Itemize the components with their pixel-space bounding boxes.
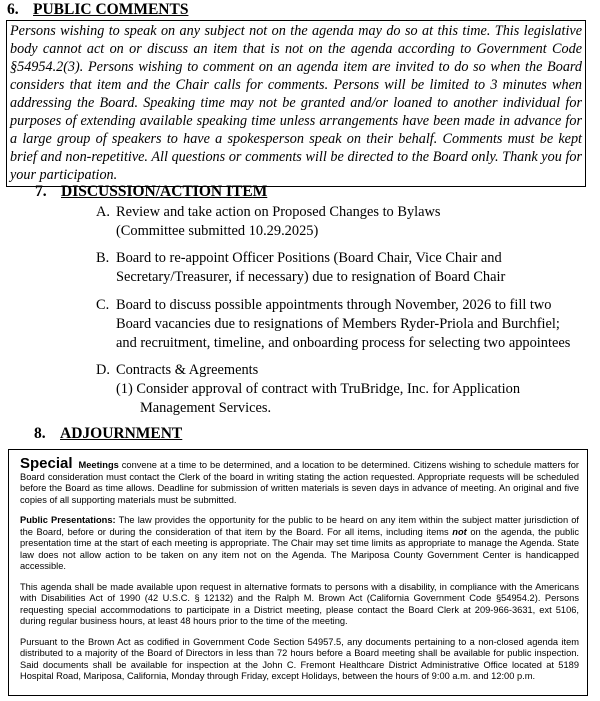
presentations-text: The law provides the opportunity for the public to be heard on any item within the subject matter jurisdiction of the Board, before or during the consideration of that item by the Board. For all items, including items	[20, 515, 579, 537]
item-label: D.	[96, 362, 110, 378]
section-number: 6.	[7, 1, 19, 18]
item-label: A.	[96, 204, 110, 220]
item-line: (Committee submitted 10.29.2025)	[116, 223, 319, 239]
item-line: Board vacancies due to resignations of Members Ryder-Priola and Burchfiel;	[116, 316, 560, 332]
section-title: PUBLIC COMMENTS	[33, 1, 189, 18]
special-notice-box	[8, 449, 588, 696]
section-number: 8.	[34, 425, 46, 442]
public-comments-text: Persons wishing to speak on any subject not on the agenda may do so at this time. This legislative body cannot act on or discuss an item that is not on the agenda according to Government Code §54954.2(3). Persons wishing to comment on an agenda item are invited to do so when the Board considers that item and the Chair calls for comments. Persons will be limited to 3 minutes when addressing the Board. Speaking time may not be granted and/or loaned to another individual for purposes of extending available speaking time unless arrangements have been made in advance for a large group of speakers to have a spokesperson speak on their behalf. Comments must be kept brief and non-repetitive. All questions or comments will be directed to the Board only. Thank you for your participation.	[10, 23, 582, 183]
section-title: ADJOURNMENT	[60, 425, 183, 442]
section-header-public-comments	[7, 1, 188, 19]
item-label: C.	[96, 297, 110, 313]
agenda-item-c	[96, 296, 570, 353]
item-line: Contracts & Agreements	[116, 362, 259, 378]
item-line: Secretary/Treasurer, if necessary) due to resignation of Board Chair	[116, 269, 506, 285]
section-header-adjournment	[34, 425, 182, 443]
item-line: Board to re-appoint Officer Positions (Board Chair, Vice Chair and	[116, 250, 502, 266]
presentations-not: not	[452, 526, 467, 537]
section-header-discussion	[35, 183, 267, 201]
brown-act-paragraph: Pursuant to the Brown Act as codified in Government Code Section 54957.5, any documents pertaining to a non-closed agenda item distributed to a majority of the Board of Directors in less than 72 hours before a Board meeting shall be available for public inspection. Said documents shall be available for inspection at the John C. Fremont Healthcare District Administrative Office located at 5189 Hospital Road, Mariposa, California, Monday through Friday, except Holidays, between the hours of 9:00 a.m. and 12:00 p.m.	[20, 636, 579, 681]
item-line: Review and take action on Proposed Changes to Bylaws	[116, 204, 441, 220]
section-title: DISCUSSION/ACTION ITEM	[61, 183, 268, 200]
meetings-label: Meetings	[78, 460, 119, 470]
item-label: B.	[96, 250, 110, 266]
meetings-text: convene at a time to be determined, and a location to be determined. Citizens wishing to schedule matters for Board consideration must contact the Clerk of the board in writing stating the action requested. Appropriate requests will be scheduled before the Board as time allows. Deadline for submission of written materials is seven days in advance of meeting. An original and five copies of all supporting materials must be submitted.	[20, 460, 580, 505]
presentations-label: Public Presentations:	[20, 515, 116, 525]
section-number: 7.	[35, 183, 47, 200]
ada-paragraph: This agenda shall be made available upon request in alternative formats to persons with a disability, in compliance with the Americans with Disabilities Act of 1990 (42 U.S.C. § 12132) and the Ralph M. Brown Act (California Government Code §54954.2). Persons requesting special accommodations to participate in a District meeting, please contact the Board Clerk at 209-966-3631, ext 5106, during regular business hours, at least 48 hours prior to the time of the meeting.	[20, 581, 579, 626]
agenda-item-d	[96, 361, 520, 418]
item-sub-line: (1) Consider approval of contract with TruBridge, Inc. for Application	[116, 381, 521, 397]
item-line: Board to discuss possible appointments through November, 2026 to fill two	[116, 297, 552, 313]
public-comments-box	[6, 20, 586, 187]
item-line: and recruitment, timeline, and onboarding process for selecting two appointees	[116, 335, 571, 351]
presentations-paragraph	[20, 515, 579, 573]
presentations-text: on the agenda, the public presentation time at the start of each meeting is appropriate. The Chair may set time limits as appropriate to manage the Agenda. State law does not allow action to be taken on any item not on the Agenda. The Mariposa County Government Center is handicapped accessible.	[20, 526, 579, 571]
special-heading: Special	[20, 455, 73, 472]
agenda-item-a	[96, 203, 441, 241]
agenda-item-b	[96, 249, 505, 287]
meetings-paragraph	[20, 455, 580, 506]
item-sub-line: Management Services.	[140, 400, 272, 416]
